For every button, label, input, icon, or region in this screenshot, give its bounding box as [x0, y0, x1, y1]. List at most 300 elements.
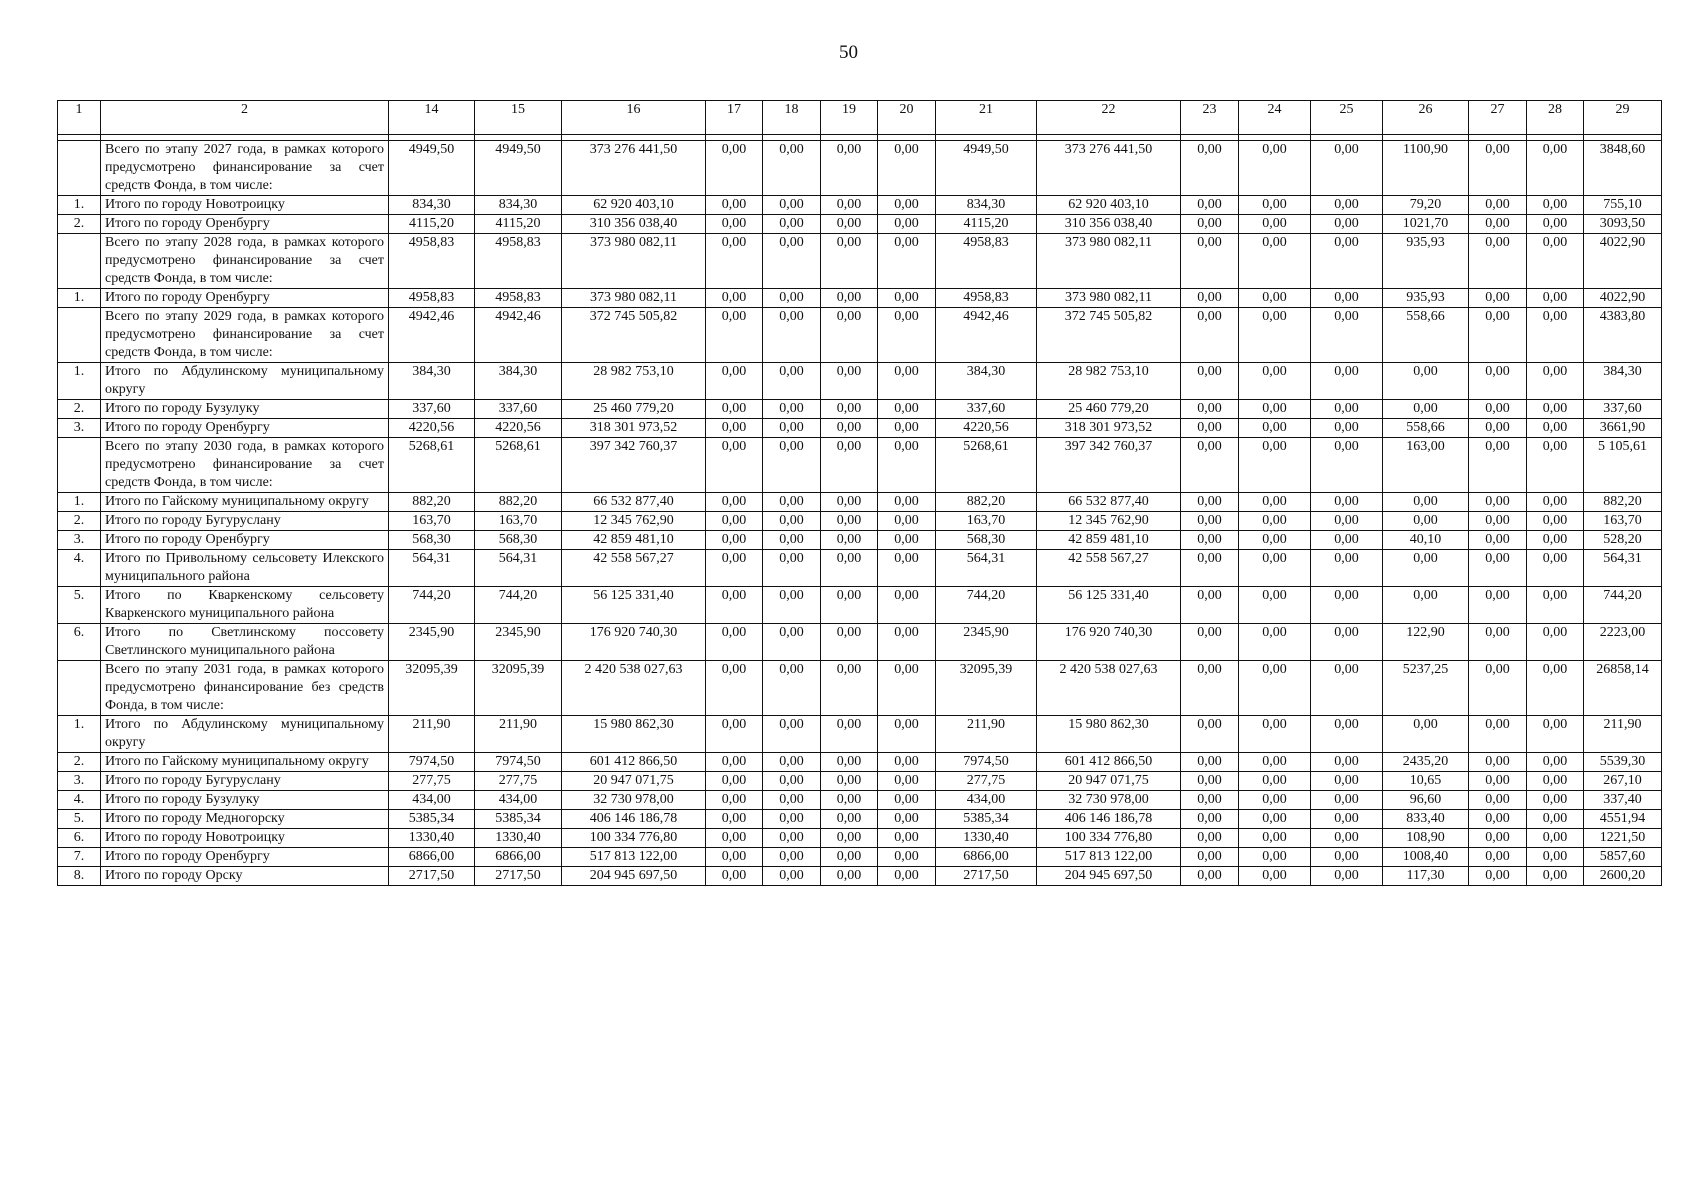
table-row — [58, 867, 1662, 886]
value-cell: 4942,46 — [389, 308, 475, 363]
value-cell: 0,00 — [1527, 716, 1584, 753]
table-row — [58, 512, 1662, 531]
value-cell: 601 412 866,50 — [562, 753, 706, 772]
column-header: 19 — [821, 101, 878, 135]
value-cell: 163,70 — [475, 512, 562, 531]
value-cell: 564,31 — [1584, 550, 1662, 587]
value-cell: 0,00 — [1239, 419, 1311, 438]
table-row — [58, 419, 1662, 438]
value-cell: 0,00 — [1181, 196, 1239, 215]
value-cell: 5268,61 — [475, 438, 562, 493]
value-cell: 0,00 — [1469, 141, 1527, 196]
value-cell: 0,00 — [706, 438, 763, 493]
value-cell: 42 558 567,27 — [562, 550, 706, 587]
value-cell: 1330,40 — [389, 829, 475, 848]
value-cell: 32 730 978,00 — [562, 791, 706, 810]
value-cell: 5237,25 — [1383, 661, 1469, 716]
row-number: 5. — [58, 587, 101, 624]
value-cell: 0,00 — [1311, 419, 1383, 438]
value-cell: 1021,70 — [1383, 215, 1469, 234]
value-cell: 0,00 — [763, 512, 821, 531]
value-cell: 0,00 — [706, 531, 763, 550]
value-cell: 211,90 — [475, 716, 562, 753]
column-header: 15 — [475, 101, 562, 135]
value-cell: 373 980 082,11 — [562, 289, 706, 308]
column-header: 28 — [1527, 101, 1584, 135]
value-cell: 6866,00 — [936, 848, 1037, 867]
value-cell: 0,00 — [1239, 438, 1311, 493]
value-cell: 0,00 — [706, 829, 763, 848]
value-cell: 100 334 776,80 — [562, 829, 706, 848]
value-cell: 4220,56 — [936, 419, 1037, 438]
value-cell: 434,00 — [936, 791, 1037, 810]
value-cell: 384,30 — [389, 363, 475, 400]
table-row — [58, 289, 1662, 308]
row-number: 2. — [58, 753, 101, 772]
value-cell: 2223,00 — [1584, 624, 1662, 661]
value-cell: 0,00 — [1527, 661, 1584, 716]
value-cell: 4551,94 — [1584, 810, 1662, 829]
value-cell: 0,00 — [763, 400, 821, 419]
value-cell: 0,00 — [878, 512, 936, 531]
value-cell: 0,00 — [706, 661, 763, 716]
value-cell: 0,00 — [1181, 829, 1239, 848]
value-cell: 0,00 — [1527, 289, 1584, 308]
value-cell: 882,20 — [389, 493, 475, 512]
value-cell: 0,00 — [763, 234, 821, 289]
value-cell: 0,00 — [763, 587, 821, 624]
value-cell: 4383,80 — [1584, 308, 1662, 363]
value-cell: 0,00 — [763, 848, 821, 867]
value-cell: 744,20 — [936, 587, 1037, 624]
value-cell: 0,00 — [878, 550, 936, 587]
value-cell: 0,00 — [763, 438, 821, 493]
value-cell: 310 356 038,40 — [1037, 215, 1181, 234]
value-cell: 26858,14 — [1584, 661, 1662, 716]
value-cell: 0,00 — [706, 289, 763, 308]
value-cell: 0,00 — [1469, 716, 1527, 753]
value-cell: 0,00 — [1469, 400, 1527, 419]
value-cell: 163,70 — [936, 512, 1037, 531]
value-cell: 62 920 403,10 — [1037, 196, 1181, 215]
value-cell: 0,00 — [763, 493, 821, 512]
value-cell: 0,00 — [706, 810, 763, 829]
value-cell: 434,00 — [475, 791, 562, 810]
value-cell: 0,00 — [878, 363, 936, 400]
value-cell: 0,00 — [821, 810, 878, 829]
value-cell: 3093,50 — [1584, 215, 1662, 234]
value-cell: 0,00 — [1181, 867, 1239, 886]
row-number — [58, 438, 101, 493]
value-cell: 834,30 — [936, 196, 1037, 215]
value-cell: 558,66 — [1383, 308, 1469, 363]
value-cell: 0,00 — [1239, 531, 1311, 550]
value-cell: 0,00 — [1311, 550, 1383, 587]
value-cell: 406 146 186,78 — [562, 810, 706, 829]
value-cell: 0,00 — [878, 419, 936, 438]
value-cell: 2345,90 — [475, 624, 562, 661]
value-cell: 0,00 — [1527, 531, 1584, 550]
value-cell: 384,30 — [1584, 363, 1662, 400]
value-cell: 0,00 — [1311, 810, 1383, 829]
value-cell: 0,00 — [1181, 624, 1239, 661]
value-cell: 0,00 — [878, 141, 936, 196]
value-cell: 0,00 — [1181, 791, 1239, 810]
value-cell: 0,00 — [763, 363, 821, 400]
value-cell: 117,30 — [1383, 867, 1469, 886]
value-cell: 15 980 862,30 — [1037, 716, 1181, 753]
value-cell: 277,75 — [389, 772, 475, 791]
row-number — [58, 661, 101, 716]
value-cell: 0,00 — [1311, 400, 1383, 419]
value-cell: 0,00 — [1527, 493, 1584, 512]
value-cell: 0,00 — [1239, 196, 1311, 215]
value-cell: 373 276 441,50 — [1037, 141, 1181, 196]
value-cell: 0,00 — [1311, 531, 1383, 550]
value-cell: 4115,20 — [389, 215, 475, 234]
value-cell: 0,00 — [1239, 289, 1311, 308]
value-cell: 56 125 331,40 — [1037, 587, 1181, 624]
value-cell: 0,00 — [1181, 419, 1239, 438]
row-number — [58, 141, 101, 196]
value-cell: 0,00 — [1181, 215, 1239, 234]
value-cell: 528,20 — [1584, 531, 1662, 550]
value-cell: 0,00 — [706, 363, 763, 400]
value-cell: 0,00 — [763, 661, 821, 716]
value-cell: 0,00 — [1469, 661, 1527, 716]
value-cell: 4949,50 — [936, 141, 1037, 196]
value-cell: 0,00 — [1311, 234, 1383, 289]
value-cell: 373 980 082,11 — [562, 234, 706, 289]
value-cell: 0,00 — [878, 829, 936, 848]
value-cell: 0,00 — [1527, 196, 1584, 215]
row-name: Итого по городу Новотроицку — [101, 196, 389, 215]
value-cell: 42 558 567,27 — [1037, 550, 1181, 587]
column-header: 27 — [1469, 101, 1527, 135]
row-name: Итого по городу Оренбургу — [101, 848, 389, 867]
value-cell: 0,00 — [821, 196, 878, 215]
value-cell: 0,00 — [1469, 531, 1527, 550]
value-cell: 2717,50 — [936, 867, 1037, 886]
value-cell: 42 859 481,10 — [1037, 531, 1181, 550]
value-cell: 2345,90 — [936, 624, 1037, 661]
value-cell: 372 745 505,82 — [562, 308, 706, 363]
row-number: 8. — [58, 867, 101, 886]
value-cell: 163,70 — [1584, 512, 1662, 531]
value-cell: 882,20 — [1584, 493, 1662, 512]
value-cell: 0,00 — [706, 587, 763, 624]
value-cell: 434,00 — [389, 791, 475, 810]
value-cell: 0,00 — [1383, 716, 1469, 753]
value-cell: 4022,90 — [1584, 289, 1662, 308]
value-cell: 0,00 — [1527, 512, 1584, 531]
value-cell: 0,00 — [1239, 829, 1311, 848]
value-cell: 0,00 — [1469, 829, 1527, 848]
value-cell: 2717,50 — [475, 867, 562, 886]
column-header: 2 — [101, 101, 389, 135]
value-cell: 0,00 — [706, 400, 763, 419]
value-cell: 211,90 — [389, 716, 475, 753]
value-cell: 0,00 — [1527, 867, 1584, 886]
value-cell: 0,00 — [1527, 400, 1584, 419]
value-cell: 62 920 403,10 — [562, 196, 706, 215]
value-cell: 0,00 — [1469, 419, 1527, 438]
value-cell: 0,00 — [1383, 363, 1469, 400]
value-cell: 0,00 — [1181, 512, 1239, 531]
row-number: 6. — [58, 829, 101, 848]
value-cell: 0,00 — [821, 308, 878, 363]
value-cell: 4115,20 — [475, 215, 562, 234]
value-cell: 0,00 — [763, 810, 821, 829]
value-cell: 0,00 — [821, 400, 878, 419]
value-cell: 4958,83 — [475, 289, 562, 308]
row-number: 3. — [58, 772, 101, 791]
value-cell: 935,93 — [1383, 289, 1469, 308]
value-cell: 0,00 — [1181, 661, 1239, 716]
value-cell: 744,20 — [389, 587, 475, 624]
value-cell: 0,00 — [878, 772, 936, 791]
value-cell: 0,00 — [1239, 867, 1311, 886]
value-cell: 79,20 — [1383, 196, 1469, 215]
value-cell: 0,00 — [878, 531, 936, 550]
value-cell: 0,00 — [821, 867, 878, 886]
value-cell: 5 105,61 — [1584, 438, 1662, 493]
value-cell: 0,00 — [706, 753, 763, 772]
value-cell: 0,00 — [1311, 493, 1383, 512]
value-cell: 0,00 — [763, 550, 821, 587]
row-number: 2. — [58, 512, 101, 531]
value-cell: 0,00 — [1527, 419, 1584, 438]
value-cell: 0,00 — [878, 308, 936, 363]
value-cell: 56 125 331,40 — [562, 587, 706, 624]
value-cell: 20 947 071,75 — [1037, 772, 1181, 791]
column-header: 24 — [1239, 101, 1311, 135]
row-number: 2. — [58, 400, 101, 419]
value-cell: 0,00 — [1469, 791, 1527, 810]
value-cell: 42 859 481,10 — [562, 531, 706, 550]
value-cell: 0,00 — [821, 550, 878, 587]
row-name: Итого по городу Бугуруслану — [101, 772, 389, 791]
value-cell: 558,66 — [1383, 419, 1469, 438]
value-cell: 0,00 — [1311, 624, 1383, 661]
value-cell: 0,00 — [1469, 753, 1527, 772]
row-name: Всего по этапу 2027 года, в рамках которого предусмотрено финансирование за счет средств Фонда, в том числе: — [101, 141, 389, 196]
row-name: Итого по городу Оренбургу — [101, 419, 389, 438]
value-cell: 601 412 866,50 — [1037, 753, 1181, 772]
value-cell: 0,00 — [1469, 196, 1527, 215]
table-row — [58, 400, 1662, 419]
value-cell: 163,70 — [389, 512, 475, 531]
value-cell: 0,00 — [1311, 829, 1383, 848]
value-cell: 373 276 441,50 — [562, 141, 706, 196]
value-cell: 1008,40 — [1383, 848, 1469, 867]
value-cell: 0,00 — [763, 308, 821, 363]
table-row — [58, 196, 1662, 215]
value-cell: 4958,83 — [389, 234, 475, 289]
value-cell: 0,00 — [1239, 624, 1311, 661]
value-cell: 4022,90 — [1584, 234, 1662, 289]
value-cell: 12 345 762,90 — [562, 512, 706, 531]
value-cell: 0,00 — [706, 196, 763, 215]
value-cell: 0,00 — [706, 141, 763, 196]
value-cell: 4220,56 — [475, 419, 562, 438]
value-cell: 20 947 071,75 — [562, 772, 706, 791]
table-row — [58, 624, 1662, 661]
table-row — [58, 661, 1662, 716]
value-cell: 0,00 — [1311, 289, 1383, 308]
value-cell: 0,00 — [1527, 848, 1584, 867]
value-cell: 0,00 — [1469, 810, 1527, 829]
value-cell: 0,00 — [1527, 587, 1584, 624]
value-cell: 3661,90 — [1584, 419, 1662, 438]
value-cell: 0,00 — [1181, 587, 1239, 624]
column-header: 16 — [562, 101, 706, 135]
value-cell: 0,00 — [1181, 772, 1239, 791]
value-cell: 0,00 — [821, 791, 878, 810]
table-header-row — [58, 101, 1662, 135]
value-cell: 0,00 — [1469, 493, 1527, 512]
table-row — [58, 716, 1662, 753]
value-cell: 0,00 — [1383, 512, 1469, 531]
value-cell: 882,20 — [475, 493, 562, 512]
value-cell: 517 813 122,00 — [562, 848, 706, 867]
row-name: Итого по городу Медногорску — [101, 810, 389, 829]
value-cell: 517 813 122,00 — [1037, 848, 1181, 867]
value-cell: 755,10 — [1584, 196, 1662, 215]
value-cell: 1100,90 — [1383, 141, 1469, 196]
value-cell: 564,31 — [389, 550, 475, 587]
value-cell: 0,00 — [878, 234, 936, 289]
value-cell: 0,00 — [1181, 753, 1239, 772]
value-cell: 0,00 — [1311, 587, 1383, 624]
value-cell: 0,00 — [878, 867, 936, 886]
value-cell: 0,00 — [1527, 141, 1584, 196]
value-cell: 4115,20 — [936, 215, 1037, 234]
row-number — [58, 234, 101, 289]
value-cell: 3848,60 — [1584, 141, 1662, 196]
value-cell: 0,00 — [821, 512, 878, 531]
value-cell: 28 982 753,10 — [1037, 363, 1181, 400]
value-cell: 744,20 — [1584, 587, 1662, 624]
value-cell: 0,00 — [1469, 215, 1527, 234]
table-row — [58, 772, 1662, 791]
value-cell: 0,00 — [706, 493, 763, 512]
column-header: 26 — [1383, 101, 1469, 135]
value-cell: 66 532 877,40 — [562, 493, 706, 512]
value-cell: 0,00 — [763, 772, 821, 791]
value-cell: 4958,83 — [936, 289, 1037, 308]
value-cell: 0,00 — [1311, 308, 1383, 363]
table-row — [58, 753, 1662, 772]
value-cell: 10,65 — [1383, 772, 1469, 791]
value-cell: 372 745 505,82 — [1037, 308, 1181, 363]
value-cell: 96,60 — [1383, 791, 1469, 810]
value-cell: 277,75 — [936, 772, 1037, 791]
value-cell: 564,31 — [475, 550, 562, 587]
value-cell: 935,93 — [1383, 234, 1469, 289]
value-cell: 0,00 — [763, 791, 821, 810]
column-header: 25 — [1311, 101, 1383, 135]
value-cell: 176 920 740,30 — [1037, 624, 1181, 661]
value-cell: 0,00 — [1527, 810, 1584, 829]
row-name: Итого по Светлинскому поссовету Светлинского муниципального района — [101, 624, 389, 661]
row-number: 1. — [58, 196, 101, 215]
value-cell: 122,90 — [1383, 624, 1469, 661]
value-cell: 0,00 — [1311, 772, 1383, 791]
value-cell: 2717,50 — [389, 867, 475, 886]
value-cell: 0,00 — [1239, 587, 1311, 624]
value-cell: 0,00 — [706, 308, 763, 363]
value-cell: 1330,40 — [936, 829, 1037, 848]
value-cell: 0,00 — [1311, 753, 1383, 772]
row-name: Итого по городу Бузулуку — [101, 791, 389, 810]
value-cell: 0,00 — [878, 196, 936, 215]
value-cell: 5385,34 — [389, 810, 475, 829]
value-cell: 0,00 — [878, 810, 936, 829]
value-cell: 0,00 — [1383, 550, 1469, 587]
value-cell: 0,00 — [1527, 308, 1584, 363]
value-cell: 12 345 762,90 — [1037, 512, 1181, 531]
value-cell: 25 460 779,20 — [562, 400, 706, 419]
value-cell: 397 342 760,37 — [562, 438, 706, 493]
table-row — [58, 810, 1662, 829]
value-cell: 0,00 — [878, 215, 936, 234]
value-cell: 4942,46 — [936, 308, 1037, 363]
value-cell: 66 532 877,40 — [1037, 493, 1181, 512]
value-cell: 834,30 — [475, 196, 562, 215]
row-name: Итого по Абдулинскому муниципальному округу — [101, 716, 389, 753]
value-cell: 834,30 — [389, 196, 475, 215]
value-cell: 0,00 — [706, 791, 763, 810]
value-cell: 4949,50 — [475, 141, 562, 196]
value-cell: 0,00 — [1181, 550, 1239, 587]
value-cell: 277,75 — [475, 772, 562, 791]
table-row — [58, 234, 1662, 289]
value-cell: 0,00 — [1311, 438, 1383, 493]
value-cell: 0,00 — [1383, 587, 1469, 624]
table-row — [58, 848, 1662, 867]
value-cell: 0,00 — [1469, 438, 1527, 493]
value-cell: 5385,34 — [475, 810, 562, 829]
row-name: Итого по городу Оренбургу — [101, 215, 389, 234]
value-cell: 568,30 — [936, 531, 1037, 550]
value-cell: 0,00 — [1527, 550, 1584, 587]
value-cell: 882,20 — [936, 493, 1037, 512]
value-cell: 0,00 — [1181, 400, 1239, 419]
value-cell: 2345,90 — [389, 624, 475, 661]
value-cell: 318 301 973,52 — [562, 419, 706, 438]
value-cell: 176 920 740,30 — [562, 624, 706, 661]
value-cell: 0,00 — [1383, 493, 1469, 512]
value-cell: 5268,61 — [936, 438, 1037, 493]
value-cell: 568,30 — [475, 531, 562, 550]
value-cell: 0,00 — [1311, 363, 1383, 400]
row-name: Итого по Привольному сельсовету Илекского муниципального района — [101, 550, 389, 587]
row-number: 7. — [58, 848, 101, 867]
value-cell: 204 945 697,50 — [562, 867, 706, 886]
value-cell: 0,00 — [878, 493, 936, 512]
table-row — [58, 550, 1662, 587]
value-cell: 0,00 — [1239, 493, 1311, 512]
value-cell: 0,00 — [1527, 234, 1584, 289]
value-cell: 0,00 — [878, 848, 936, 867]
table-row — [58, 141, 1662, 196]
value-cell: 0,00 — [1181, 848, 1239, 867]
value-cell: 108,90 — [1383, 829, 1469, 848]
value-cell: 318 301 973,52 — [1037, 419, 1181, 438]
row-number: 4. — [58, 550, 101, 587]
value-cell: 0,00 — [1469, 550, 1527, 587]
